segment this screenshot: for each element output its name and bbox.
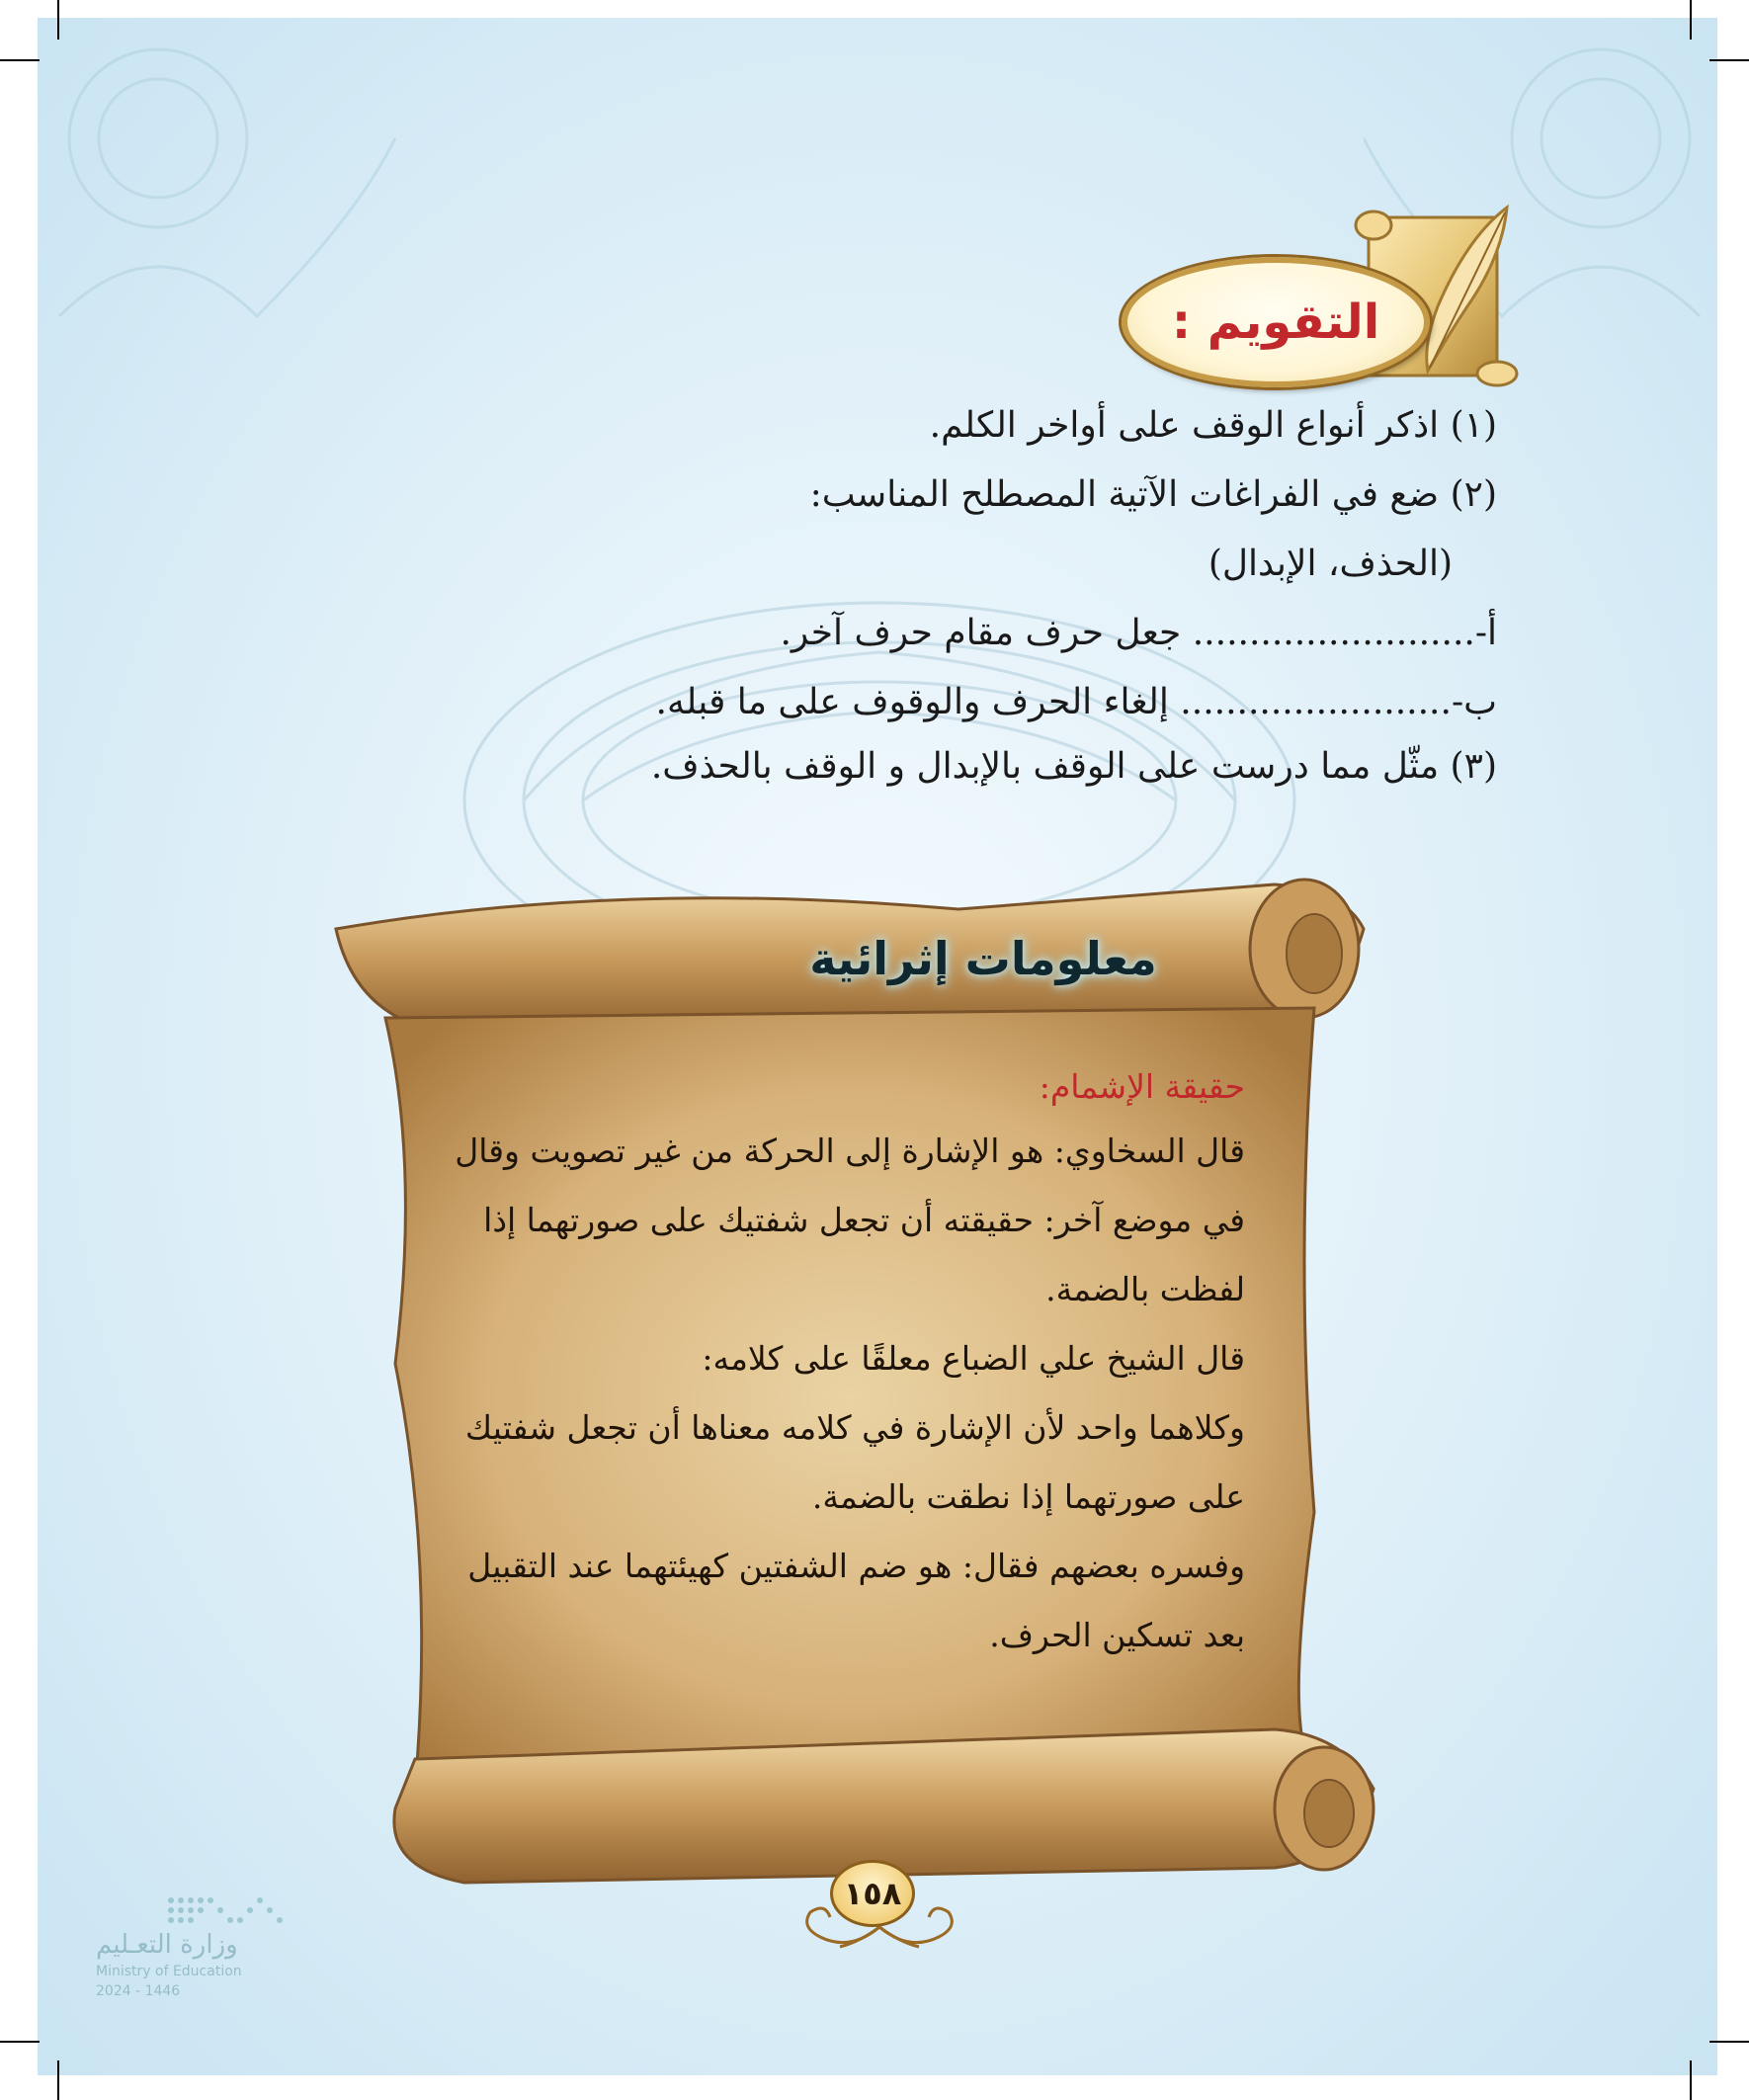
ministry-name-ar: وزارة التعـليم (96, 1930, 238, 1960)
crop-mark (1690, 2060, 1692, 2100)
page-number-badge (781, 1858, 978, 1957)
crop-mark (57, 2060, 59, 2100)
crop-mark (57, 0, 59, 40)
enrichment-line: وكلاهما واحد لأن الإشارة في كلامه معناها أن تجعل شفتيك (464, 1408, 1245, 1447)
ministry-dots-icon (163, 1892, 292, 1928)
enrichment-line: على صورتهما إذا نطقت بالضمة. (811, 1477, 1245, 1516)
question-2-b: ب-........................ إلغاء الحرف والوقوف على ما قبله. (655, 682, 1497, 722)
enrichment-line: قال السخاوي: هو الإشارة إلى الحركة من غير تصويت وقال (455, 1132, 1245, 1170)
enrichment-line: لفظت بالضمة. (1045, 1270, 1245, 1308)
crop-mark (1690, 0, 1692, 40)
crop-mark (1709, 59, 1749, 61)
evaluation-title: التقويم : (1171, 294, 1380, 350)
corner-ornament-left (40, 20, 415, 395)
enrichment-heading: حقيقة الإشمام: (1039, 1067, 1245, 1106)
enrichment-line: قال الشيخ علي الضباع معلقًا على كلامه: (702, 1339, 1245, 1378)
enrichment-line: وفسره بعضهم فقال: هو ضم الشفتين كهيئتهما عند التقبيل (467, 1547, 1245, 1585)
crop-mark (0, 2041, 40, 2043)
question-2-a: أ-......................... جعل حرف مقام حرف آخر. (780, 613, 1497, 653)
enrichment-title: معلومات إثرائية (809, 932, 1157, 985)
enrichment-line: في موضع آخر: حقيقته أن تجعل شفتيك على صورتهما إذا (483, 1201, 1245, 1239)
page-number: ١٥٨ (830, 1860, 915, 1927)
evaluation-title-oval (1122, 257, 1430, 387)
question-2-options: (الحذف، الإبدال) (1208, 544, 1453, 584)
ministry-logo (94, 1892, 292, 2021)
ministry-year: 2024 - 1446 (96, 1983, 181, 1999)
enrichment-line: بعد تسكين الحرف. (989, 1616, 1245, 1654)
evaluation-title-badge (1112, 198, 1537, 405)
background-ornament (435, 553, 1324, 909)
crop-mark (1709, 2041, 1749, 2043)
crop-mark (0, 59, 40, 61)
parchment-scroll (326, 870, 1423, 1888)
question-3: (٣) مثّل مما درست على الوقف بالإبدال و الوقف بالحذف. (650, 746, 1497, 787)
question-1: (١) اذكر أنواع الوقف على أواخر الكلم. (929, 405, 1497, 446)
question-2: (٢) ضع في الفراغات الآتية المصطلح المناسب: (809, 474, 1497, 515)
ministry-name-en: Ministry of Education (96, 1964, 242, 1979)
